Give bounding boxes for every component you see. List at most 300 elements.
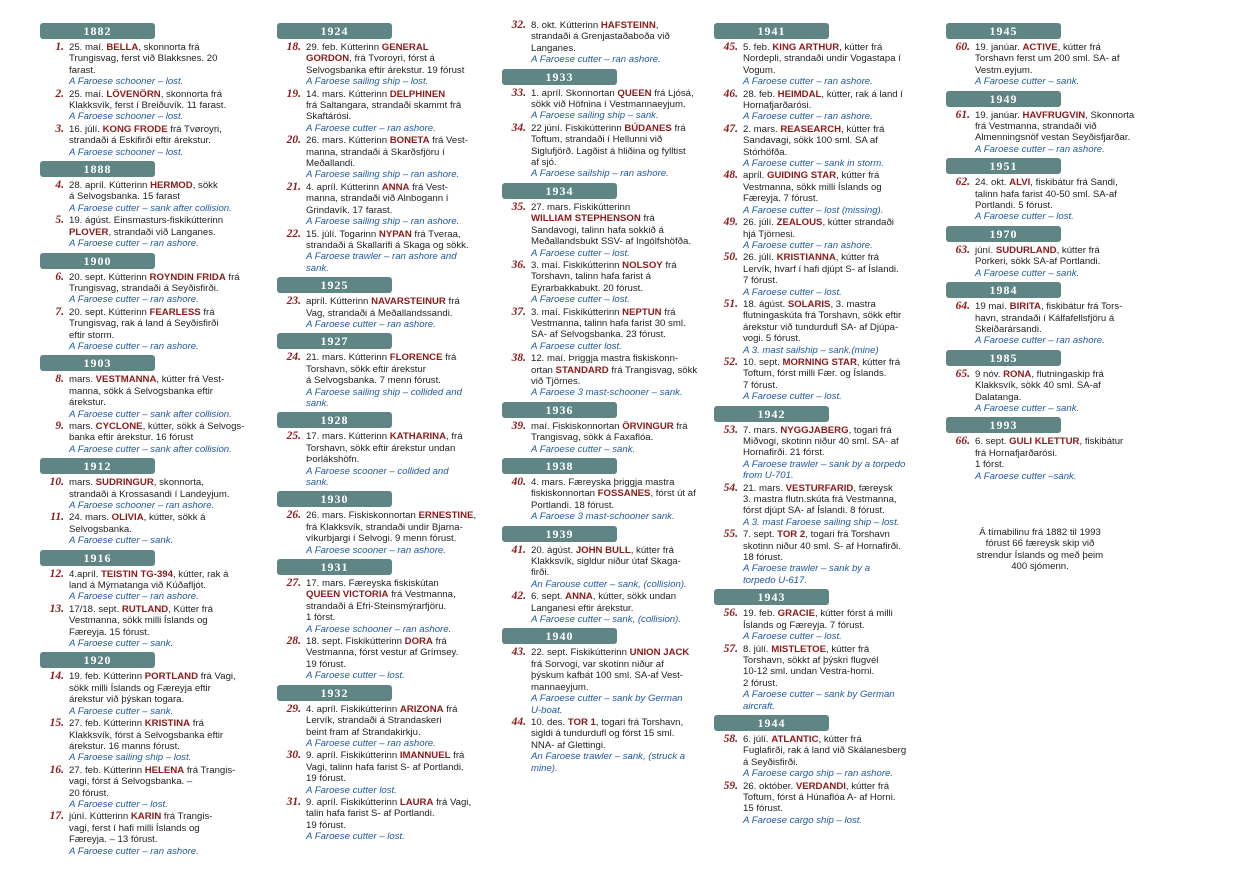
column-5	[946, 20, 1161, 483]
entry-number: 32.	[511, 19, 526, 31]
entry-date: 27. feb. Kútterinn	[69, 764, 145, 776]
wreck-entry	[714, 357, 939, 403]
entry-number: 23.	[286, 295, 301, 308]
english-summary: A Faroese schooner – ran ashore.	[69, 500, 215, 511]
entry-description: , kútter frá Nordepli, strandaði undir Vogastapa í Vogum.	[743, 42, 901, 76]
ship-name: BONETA	[389, 135, 430, 147]
entry-date: 6. júlí.	[743, 733, 772, 745]
entry-text	[531, 123, 727, 180]
entry-number: 39.	[511, 419, 526, 432]
wreck-entry	[714, 425, 939, 482]
ship-name: NAVARSTEINUR	[371, 296, 446, 308]
entry-description: , frá Klakksvík, strandaði undir Bjarna- víkurbjargi í Selvogi. 9 menn fórust.	[306, 510, 477, 545]
entry-date: 26. júlí.	[743, 217, 777, 229]
year-header: 1985	[946, 350, 1061, 366]
entry-number: 13.	[49, 602, 64, 615]
wreck-entry	[277, 636, 502, 682]
ship-name: LÖVENÖRN	[106, 88, 161, 100]
english-summary: A Faroese cutter – lost.	[975, 211, 1074, 223]
entry-description: , Kútter frá Vestmanna, sökk milli Íslands og Færeyja. 15 fórust.	[69, 603, 213, 638]
entry-date: 26. mars. Fiskiskonnortan	[306, 510, 419, 522]
ship-name: REASEARCH	[780, 123, 842, 135]
entry-date: 26. júlí.	[743, 252, 777, 264]
ship-name: KONG FRODE	[102, 123, 168, 135]
english-summary: A Faroese cutter – sank.	[975, 402, 1080, 414]
ship-name: JOHN BULL	[575, 544, 631, 556]
entry-number: 64.	[955, 300, 970, 313]
english-summary: A Faroese cutter – sank after collision.	[69, 202, 232, 214]
ship-name: NYPAN	[378, 228, 412, 240]
entry-number: 4.	[55, 179, 64, 192]
wreck-entry	[502, 20, 727, 66]
entry-description: frá Tveraa, strandaði á Skallarifi á Skaga og sökk.	[306, 228, 469, 251]
entry-date: 12. maí. Þriggja mastra fiskiskonn- ortan	[531, 353, 679, 376]
entry-description: frá Vagi, sökk milli Íslands og Færeyja eftir árekstur við þýskan togara.	[69, 671, 236, 706]
entry-number: 26.	[286, 509, 301, 522]
ship-name: STANDARD	[555, 364, 609, 376]
entry-number: 53.	[723, 423, 738, 436]
entry-description: , fiskibátur frá Sandi, talinn hafa farist 40-50 sml. SA-af Portlandi. 5 fórust.	[975, 177, 1118, 212]
wreck-entry	[40, 671, 265, 717]
entry-text	[531, 88, 727, 122]
entry-date: apríl.	[743, 170, 767, 182]
year-header: 1928	[277, 412, 392, 428]
entry-number: 22.	[286, 227, 301, 240]
wreck-entry	[714, 781, 939, 827]
year-header: 1934	[502, 183, 617, 199]
entry-number: 29.	[286, 702, 301, 715]
ship-name: ERNESTINE	[418, 510, 474, 522]
entry-date: 9. apríl. Fiskikútterinn	[306, 796, 400, 808]
entry-description: , kútter frá Porkeri, sökk SA-af Portlandi.	[975, 244, 1101, 268]
english-summary: A Faroese cutter lost.	[531, 340, 622, 352]
entry-number: 6.	[55, 270, 64, 283]
wreck-entry	[40, 272, 265, 306]
ship-name: DORA	[404, 636, 433, 648]
wreck-entry	[277, 135, 502, 181]
entry-date: 4.apríl.	[69, 568, 101, 580]
english-summary: A Faroese cutter – ran ashore.	[743, 239, 873, 251]
english-summary: A Faroese cutter – ran ashore.	[69, 340, 199, 352]
entry-description: frá Saltangara, strandaði skammt frá Skaftárósi.	[306, 100, 462, 123]
english-summary: A Faroese cutter – sank.	[975, 76, 1080, 88]
entry-text	[69, 671, 265, 717]
ship-name: HEIMDAL	[777, 88, 822, 100]
entry-date: 25. maí.	[69, 42, 107, 53]
english-summary: A Faroese cutter – lost.	[306, 670, 405, 682]
ship-name: KRISTINA	[144, 718, 191, 730]
entry-description: , færeysk 3. mastra flutn.skúta frá Vestmanna, fórst djúpt SA- af Íslandi. 8 fórust.	[743, 482, 897, 517]
entry-text	[69, 477, 265, 511]
wreck-entry	[946, 369, 1161, 415]
entry-number: 44.	[511, 715, 526, 728]
wreck-entry	[714, 483, 939, 529]
wreck-entry	[502, 545, 727, 591]
year-header: 1993	[946, 417, 1061, 433]
entry-number: 54.	[723, 481, 738, 494]
entry-date: 27. feb. Kútterinn	[69, 718, 145, 730]
wreck-entry	[502, 307, 727, 353]
wreck-entry	[40, 569, 265, 603]
english-summary: A Faroese cutter – ran ashore.	[69, 845, 199, 857]
ship-name: HELENA	[144, 764, 185, 776]
year-header: 1888	[40, 161, 155, 177]
entry-description: , skonnorta frá Klakksvík, ferst í Breiðuvík. 11 farast.	[69, 88, 227, 112]
entry-text	[69, 604, 265, 650]
english-summary: A Faroese cutter – lost.	[531, 294, 630, 306]
english-summary: A Faroese cutter – ran ashore.	[69, 591, 199, 603]
entry-description: frá Trungisvag, rak á land á Seyðisfirði eftir storm.	[69, 306, 219, 341]
entry-number: 33.	[511, 86, 526, 99]
entry-date: 2. mars.	[743, 123, 781, 135]
english-summary: A Faroese cutter – sank.	[531, 443, 636, 455]
english-summary: A Faroese cutter – sank.	[69, 705, 174, 717]
wreck-entry	[277, 431, 502, 488]
english-summary: A Faroese cutter – ran ashore.	[975, 143, 1105, 155]
entry-date: 26. október.	[743, 780, 796, 792]
wreck-entry	[40, 42, 265, 88]
year-header: 1941	[714, 23, 829, 39]
entry-number: 50.	[723, 251, 738, 264]
ship-name: VERDANDI	[795, 780, 846, 792]
wreck-entry	[277, 578, 502, 635]
english-summary: A Faroese cutter – lost.	[531, 247, 630, 259]
entry-text	[306, 352, 502, 409]
ship-name: SUDRINGUR	[95, 477, 154, 489]
entry-text	[531, 307, 727, 353]
year-header: 1938	[502, 458, 617, 474]
entry-date: apríl. Kútterinn	[306, 296, 372, 308]
wreck-entry	[714, 529, 939, 586]
entry-date: 3. maí. Fiskikútterinn	[531, 306, 623, 318]
entry-date: 8. okt. Kútterinn	[531, 20, 601, 31]
english-summary: A Faroese cutter – sank.	[69, 638, 174, 650]
entry-description: , strandaði við Langanes.	[108, 226, 216, 238]
entry-date: 14. mars. Kútterinn	[306, 88, 390, 100]
wreck-entry	[40, 811, 265, 857]
english-summary: A Faroese sailing ship – sank.	[531, 110, 659, 122]
entry-text	[743, 299, 939, 356]
wreck-entry	[502, 591, 727, 625]
entry-date: 19. janúar.	[975, 109, 1023, 121]
ship-name: GULI KLETTUR	[1009, 436, 1080, 448]
wreck-entry	[277, 704, 502, 750]
wreck-entry	[40, 374, 265, 420]
wreck-entry	[277, 182, 502, 228]
ship-name: KING ARTHUR	[772, 42, 840, 53]
entry-text	[743, 529, 939, 586]
english-summary: A Faroese cutter – ran ashore.	[743, 76, 873, 88]
entry-text	[743, 124, 939, 170]
english-summary: A Faroese cutter – ran ashore.	[531, 54, 661, 66]
entry-date: 6. sept.	[531, 591, 566, 603]
english-summary: A Faroese cutter – ran ashore.	[306, 737, 436, 749]
entry-date: 4. apríl. Fiskikútterinn	[306, 703, 400, 715]
entry-text	[306, 431, 502, 488]
year-header: 1940	[502, 628, 617, 644]
entry-number: 8.	[55, 373, 64, 386]
wreck-entry	[40, 604, 265, 650]
wreck-entry	[714, 644, 939, 712]
year-header: 1984	[946, 282, 1061, 298]
entry-description: , kútter, sökk á Selvogs- banka eftir árekstur. 16 fórust	[69, 420, 245, 444]
entry-number: 15.	[49, 717, 64, 730]
ship-name: ANNA	[381, 181, 410, 193]
wreck-entry	[714, 217, 939, 251]
ship-name: VESTURFARID	[785, 482, 854, 494]
column-4	[714, 20, 939, 827]
entry-number: 41.	[511, 543, 526, 556]
entry-number: 63.	[955, 243, 970, 256]
ship-name: NOLSOY	[622, 259, 663, 271]
entry-number: 16.	[49, 763, 64, 776]
ship-name: CYCLONE	[95, 420, 143, 432]
entry-date: 20. sept. Kútterinn	[69, 306, 150, 318]
entry-text	[69, 307, 265, 353]
entry-date: 28. feb.	[743, 88, 778, 100]
entry-number: 65.	[955, 367, 970, 380]
english-summary: A Faroese scooner – ran ashore.	[306, 544, 446, 556]
entry-date: 25. maí.	[69, 88, 107, 100]
entry-text	[743, 89, 939, 123]
year-header: 1970	[946, 226, 1061, 242]
entry-description: , kútter frá Klakksvík, sigldur niður útaf Skaga- firði.	[531, 544, 681, 579]
ship-name: PORTLAND	[144, 671, 199, 683]
entry-description: frá Vagi, talinn hafa farist S- af Portlandi. 19 fórust.	[306, 750, 465, 785]
entry-text	[69, 512, 265, 546]
entry-description: , togari frá Miðvogi, skotinn niður 40 sml. SA- af Hornafirði. 21 fórst.	[743, 424, 899, 459]
entry-date: 21. mars. Kútterinn	[306, 352, 390, 364]
entry-date: 7. sept.	[743, 529, 778, 541]
english-summary: A Faroese cutter – lost (missing).	[743, 204, 884, 216]
ship-name: TOR 1	[567, 716, 596, 728]
english-summary: A Faroese cutter – sank.	[69, 535, 174, 547]
entry-number: 21.	[286, 180, 301, 193]
wreck-entry	[277, 229, 502, 275]
entry-text	[306, 797, 502, 843]
entry-date: 18. sept. Fiskikútterinn	[306, 636, 405, 648]
entry-text	[69, 42, 265, 88]
entry-date: mars.	[69, 420, 96, 432]
entry-date: 24. mars.	[69, 512, 112, 524]
entry-date: mars.	[69, 374, 96, 386]
entry-description: , frá Tvoroyri, fórst á Selvogsbanka eftir árekstur. 19 fórust	[306, 53, 465, 76]
wreck-entry	[40, 89, 265, 123]
ship-name: MORNING STAR	[782, 356, 857, 368]
entry-number: 45.	[723, 41, 738, 53]
wreck-entry	[40, 124, 265, 158]
entry-text	[306, 750, 502, 796]
entry-description: , kútter, rak á land á Mýrnatanga við Kúðafljót.	[69, 568, 229, 592]
entry-number: 48.	[723, 169, 738, 182]
english-summary: A Faroese sailing ship – ran ashore.	[306, 216, 460, 228]
english-summary: A Faroese cutter – sank, (collision).	[531, 614, 682, 626]
wreck-entry	[277, 750, 502, 796]
ship-name: ARIZONA	[399, 703, 444, 715]
entry-text	[975, 245, 1161, 279]
entry-description: , flutningaskip frá Klakksvík, sökk 40 sml. SA-af Dalatanga.	[975, 368, 1104, 403]
entry-number: 25.	[286, 430, 301, 443]
english-summary: A Faroese scooner – collided and sank.	[306, 465, 449, 488]
entry-description: , kútter frá Vest- manna, sökk á Selvogsbanka eftir árekstur.	[69, 374, 225, 409]
entry-date: 27. mars. Fiskikútterinn	[531, 201, 631, 213]
entry-date: 19. feb. Kútterinn	[69, 671, 145, 683]
entry-text	[743, 217, 939, 251]
entry-number: 9.	[55, 419, 64, 432]
ship-name: GENERAL GORDON	[306, 42, 429, 65]
year-header: 1932	[277, 685, 392, 701]
year-header: 1925	[277, 277, 392, 293]
wreck-entry	[40, 307, 265, 353]
entry-description: , kútter frá Toftum, fórst milli Fær. og Íslands. 7 fórust.	[743, 356, 901, 391]
entry-description: , kútter frá Lervík, hvarf í hafi djúpt S- af Íslandi. 7 fórust.	[743, 252, 899, 287]
entry-date: 17. mars. Kútterinn	[306, 431, 390, 443]
ship-name: FOSSANES	[597, 488, 651, 500]
entry-text	[306, 182, 502, 228]
entry-description: , fórst út af Portlandi. 18 fórust.	[531, 488, 696, 511]
entry-description: , fiskibátur frá Tors- havn, strandaði í Kálfafellsfjöru á Skeiðarársandi.	[975, 301, 1123, 335]
year-header: 1882	[40, 23, 155, 39]
entry-date: 21. mars.	[743, 482, 786, 494]
entry-text	[743, 483, 939, 529]
ship-name: HAFSTEINN	[600, 20, 656, 31]
english-summary: A Faroese cutter – lost.	[743, 391, 842, 403]
ship-name: ATLANTIC	[771, 733, 819, 745]
entry-date: 6. sept.	[975, 436, 1010, 448]
entry-number: 42.	[511, 590, 526, 603]
ship-name: LAURA	[399, 796, 434, 808]
entry-text	[743, 252, 939, 298]
entry-description: , skonnorta, strandaði á Krossasandi í Landeyjum.	[69, 477, 230, 500]
ship-name: OLIVIA	[111, 512, 144, 524]
entry-text	[306, 229, 502, 275]
entry-number: 31.	[286, 795, 301, 808]
wreck-entry	[277, 296, 502, 330]
entry-description: frá Vest- manna, strandaði við Alnbogann í Grindavík. 17 farast.	[306, 181, 449, 216]
entry-description: frá Vest- manna, strandaði á Skarðsfjöru í Meðallandi.	[306, 135, 468, 170]
entry-text	[743, 608, 939, 642]
english-summary: A Faroese trawler – ran ashore and sank.	[306, 251, 457, 274]
entry-number: 1.	[55, 41, 64, 53]
wreck-entry	[40, 765, 265, 811]
ship-name: MISTLETOE	[771, 643, 826, 655]
entry-text	[69, 215, 265, 249]
entry-text	[531, 545, 727, 591]
wreck-entry	[502, 260, 727, 306]
english-summary: A Faroese cutter – lost.	[306, 831, 405, 843]
english-summary: A Faroese trawler – sank by a torpedo U-617.	[743, 563, 871, 586]
entry-description: , kútter, sökk undan Langanesi eftir árekstur.	[531, 591, 677, 614]
entry-description: , sökk á Selvogsbanka. 15 farast	[69, 180, 218, 203]
entry-number: 37.	[511, 305, 526, 318]
wreck-entry	[40, 215, 265, 249]
ship-name: TEISTIN TG-394	[101, 568, 173, 580]
entry-description: , strandaði á Grenjastaðaboða við Langanes.	[531, 20, 670, 54]
entry-text	[306, 510, 502, 556]
entry-text	[69, 89, 265, 123]
entry-number: 49.	[723, 216, 738, 229]
english-summary: A Faroese schooner – lost.	[69, 146, 184, 158]
ship-name: TOR 2	[777, 529, 806, 541]
entry-description: , fiskibátur frá Hornafjarðarósi. 1 fórst.	[975, 436, 1124, 471]
entry-text	[743, 42, 939, 88]
entry-text	[69, 718, 265, 764]
year-header: 1903	[40, 355, 155, 371]
ship-name: NYGGJABERG	[780, 424, 849, 436]
english-summary: A Faroese sailship – ran ashore.	[531, 168, 669, 180]
entry-date: 10. sept.	[743, 356, 783, 368]
entry-description: , kútter fórst á milli Íslands og Færeyja. 7 fórust.	[743, 608, 893, 631]
entry-number: 60.	[955, 41, 970, 53]
english-summary: A Faroese sailing ship – lost.	[306, 76, 429, 88]
english-summary: A Faroese cutter – ran ashore.	[975, 335, 1105, 347]
entry-text	[975, 301, 1161, 347]
english-summary: A Faroese sailing ship – lost.	[69, 752, 192, 764]
english-summary: A Faroese cutter – ran ashore.	[69, 294, 199, 306]
entry-description: , kútter frá Fuglafirði, rak á land við Skálanesberg á Seyðisfirði.	[743, 733, 907, 768]
ship-name: UNION JACK	[629, 647, 690, 659]
english-summary: A Faroese cutter –sank.	[975, 470, 1077, 482]
entry-description: frá Sandavogi, talinn hafa sokkið á Meðallandsbukt SSV- af Ingólfshöfða.	[531, 213, 691, 248]
wreck-entry	[40, 421, 265, 455]
entry-text	[975, 42, 1161, 88]
entry-number: 10.	[49, 476, 64, 489]
wreck-entry	[714, 299, 939, 356]
entry-date: 28. apríl. Kútterinn	[69, 180, 151, 192]
ship-name: NEPTUN	[622, 306, 662, 318]
entry-text	[306, 296, 502, 330]
entry-description: frá Vestmanna, fórst vestur af Grímsey. 19 fórust.	[306, 636, 459, 670]
entry-text	[306, 89, 502, 135]
year-header: 1931	[277, 559, 392, 575]
english-summary: A Faroese trawler – sank by a torpedo from U-701.	[743, 458, 906, 482]
entry-date: 1. apríl. Skonnortan	[531, 87, 618, 99]
year-header: 1924	[277, 23, 392, 39]
entry-date: maí. Fiskiskonnortan	[531, 420, 623, 432]
entry-date: 19. ágúst. Einsmasturs-fiskikútterinn	[69, 215, 224, 227]
entry-date: 5. feb.	[743, 42, 773, 53]
entry-date: 22 júní. Fiskikútterinn	[531, 122, 625, 134]
english-summary: A Faroese cutter – sank after collision.	[69, 408, 232, 420]
wreck-entry	[946, 436, 1161, 482]
entry-number: 62.	[955, 176, 970, 189]
english-summary: A Faroese schooner – lost.	[69, 111, 184, 123]
entry-number: 34.	[511, 121, 526, 134]
ship-name: HAVFRUGVIN	[1022, 109, 1086, 121]
english-summary: A Faroese 3 mast-schooner – sank.	[531, 387, 683, 399]
entry-date: 16. júlí.	[69, 123, 103, 135]
wreck-entry	[502, 421, 727, 455]
entry-date: 29. feb. Kútterinn	[306, 42, 382, 53]
entry-text	[69, 421, 265, 455]
entry-number: 7.	[55, 305, 64, 318]
entry-text	[531, 353, 727, 399]
ship-name: ACTIVE	[1022, 42, 1058, 53]
ship-name: BIRITA	[1009, 301, 1041, 313]
entry-description: frá Trangis- vagi, ferst í hafi milli Íslands og Færeyja. – 13 fórust.	[69, 811, 213, 846]
entry-description: , Skonnorta frá Vestmanna, strandaði við Almenningsnöf vestan Seyðisfjarðar.	[975, 109, 1135, 144]
year-header: 1927	[277, 333, 392, 349]
entry-date: 15. júlí. Togarinn	[306, 228, 379, 240]
entry-text	[531, 717, 727, 774]
ship-name: WILLIAM STEPHENSON	[531, 213, 641, 225]
entry-description: frá Trangisvag, sökk á Faxaflóa.	[531, 420, 688, 444]
entry-description: , togari frá Torshavn skotinn niður 40 sml. S- af Hornafirði. 18 fórust.	[743, 529, 901, 564]
english-summary: A 3. mast Faroese sailing ship – lost.	[743, 516, 900, 528]
english-summary: A Faroese cutter – sank by German U-boat.	[531, 693, 683, 716]
entry-text	[69, 811, 265, 857]
entry-description: frá Lervík, strandaði á Strandaskeri beint fram af Strandakirkju.	[306, 703, 458, 738]
